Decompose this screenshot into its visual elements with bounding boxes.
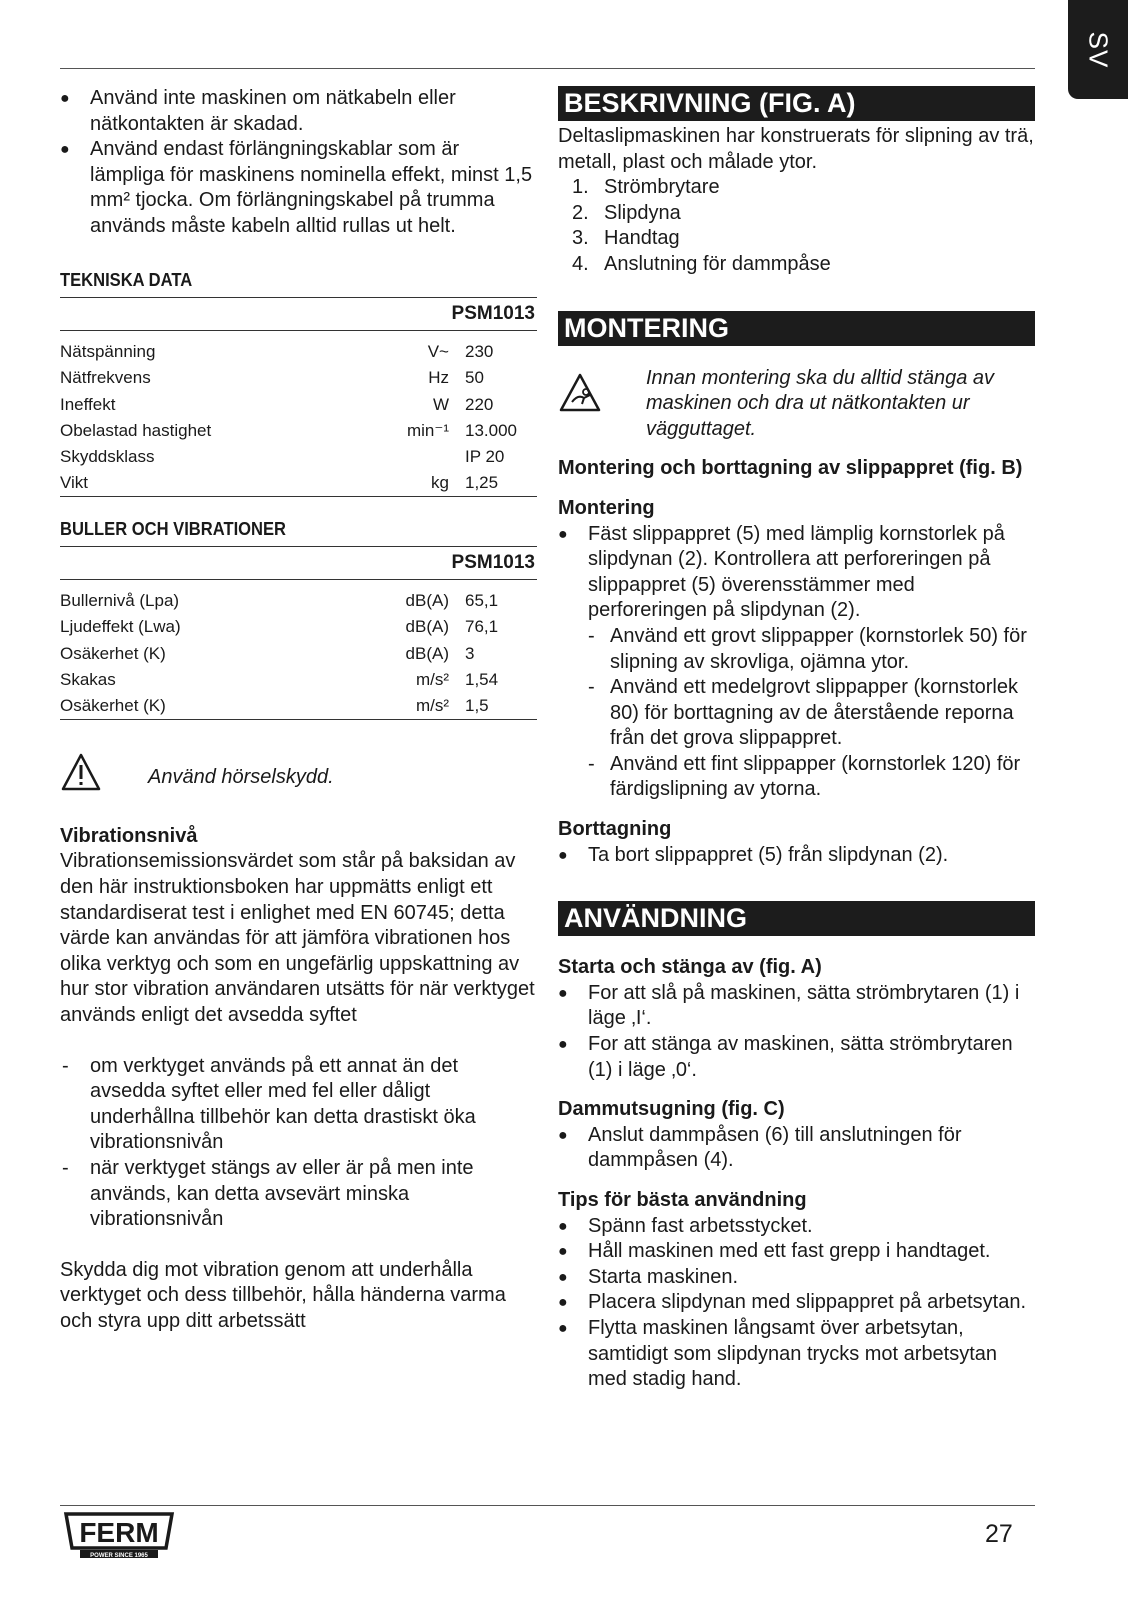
list-item: ● Placera slipdynan med slippappret på arbetsytan. (558, 1290, 1035, 1316)
list-item: - Använd ett grovt slippapper (kornstorlek 50) för slipning av skrovliga, ojämna ytor. (558, 624, 1035, 675)
list-item: 2. Slipdyna (572, 201, 681, 224)
description-paragraph: Deltaslipmaskinen har konstruerats för slipning av trä, metall, plast och målade ytor. (558, 125, 1034, 173)
ferm-logo (60, 1510, 178, 1560)
list-item: ● Använd inte maskinen om nätkabeln eller nätkontakten är skadad. (60, 86, 537, 137)
list-item: - Använd ett fint slippapper (kornstorlek 120) för färdigslipning av ytorna. (558, 752, 1035, 803)
table-row: Obelastad hastighet min⁻¹ 13.000 (60, 420, 517, 440)
logo-wordmark: FERM (79, 1517, 159, 1548)
safety-bullets (60, 86, 537, 240)
warning-triangle-icon (60, 752, 104, 792)
start-stop-heading: Starta och stänga av (fig. A) (558, 956, 822, 979)
dust-heading: Dammutsugning (fig. C) (558, 1098, 785, 1121)
table-row: Ljudeffekt (Lwa) dB(A) 76,1 (60, 617, 499, 637)
tech-data-title: TEKNISKA DATA (60, 269, 193, 290)
usage-title: ANVÄNDNING (558, 901, 1035, 936)
right-column (558, 86, 1035, 1393)
vibration-dashes (60, 1054, 537, 1233)
list-item: ● Fäst slippappret (5) med lämplig kornstorlek på slipdynan (2). Kontrollera att perforeringen på slippappret (5) överensstämmer med perforeringen på slipdynan (2). (558, 522, 1035, 624)
protect-paragraph: Skydda dig mot vibration genom att underhålla verktyget och dess tillbehör, hålla händerna varma och styra upp ditt arbetssätt (60, 1258, 506, 1332)
grit-dashes (558, 624, 1035, 803)
dust-bullets (558, 1123, 1035, 1174)
list-item: ● Flytta maskinen långsamt över arbetsytan, samtidigt som slipdynan trycks mot arbetsytan med stadig hand. (558, 1316, 1035, 1393)
assembly-warning (558, 366, 1035, 443)
table-row: Skakas m/s² 1,54 (60, 670, 499, 690)
list-item: - när verktyget stängs av eller är på men inte används, kan detta avsevärt minska vibrationsnivån (60, 1156, 537, 1233)
hearing-note: Använd hörselskydd. (148, 766, 334, 789)
language-code: SV (1083, 31, 1114, 69)
table-row: Nätfrekvens Hz 50 (60, 368, 484, 388)
table-row: Skyddsklass IP 20 (60, 447, 505, 467)
table-row: Osäkerhet (K) m/s² 1,5 (60, 693, 537, 719)
model-header: PSM1013 (451, 551, 535, 573)
table-row: Nätspänning V~ 230 (60, 341, 494, 361)
left-column (60, 86, 537, 1335)
sandpaper-heading: Montering och borttagning av slippappret (fig. B) (558, 457, 1023, 480)
list-item: ● Håll maskinen med ett fast grepp i handtaget. (558, 1239, 1035, 1265)
parts-list (558, 175, 1035, 277)
tips-heading: Tips för bästa användning (558, 1189, 807, 1211)
tech-data-table (60, 297, 537, 497)
vibration-heading: Vibrationsnivå (60, 824, 198, 847)
list-item: 3. Handtag (572, 227, 680, 250)
table-row: Vikt kg 1,25 (60, 471, 537, 497)
model-header: PSM1013 (451, 302, 535, 324)
list-item: ● Anslut dammpåsen (6) till anslutningen för dammpåsen (4). (558, 1123, 1035, 1174)
noise-table (60, 546, 537, 720)
list-item: ● Ta bort slippappret (5) från slipdynan (2). (558, 843, 1035, 869)
table-row: Ineffekt W 220 (60, 394, 494, 414)
table-row: Osäkerhet (K) dB(A) 3 (60, 643, 475, 663)
hearing-warning (60, 752, 537, 792)
vibration-paragraph: Vibrationsemissionsvärdet som står på baksidan av den här instruktionsboken har uppmätts enligt ett standardiserat test i enlighet med EN 60745; detta värde kan användas för att jämföra vibrationen hos olika verktyg och som en ungefärlig uppskattning av hur stor vibration användaren utsätts för när verktyget används enligt det avsedda syftet (60, 850, 535, 1027)
list-item: ● For att slå på maskinen, sätta strömbrytaren (1) i läge ‚I‘. (558, 981, 1035, 1032)
list-item: 4. Anslutning för dammpåse (572, 252, 831, 275)
mount-heading: Montering (558, 496, 655, 519)
table-row: Bullernivå (Lpa) dB(A) 65,1 (60, 591, 499, 611)
description-title: BESKRIVNING (FIG. A) (558, 86, 1035, 121)
noise-title: BULLER OCH VIBRATIONER (60, 518, 287, 539)
mount-bullets (558, 522, 1035, 624)
tips-bullets (558, 1214, 1035, 1393)
list-item: - om verktyget används på ett annat än det avsedda syftet eller med fel eller dåligt underhållna tillbehör kan detta drastiskt öka vibrationsnivån (60, 1054, 537, 1156)
list-item: ● Använd endast förlängningskablar som är lämpliga för maskinens nominella effekt, minst 1,5 mm² tjocka. Om förlängningskabel på trumma används måste kabeln alltid rullas ut helt. (60, 137, 537, 239)
list-item: ● For att stänga av maskinen, sätta strömbrytaren (1) i läge ‚0‘. (558, 1032, 1035, 1083)
list-item: - Använd ett medelgrovt slippapper (kornstorlek 80) för borttagning av de återstående reporna från det grova slippappret. (558, 675, 1035, 752)
unplug-warning-icon (558, 366, 646, 443)
start-stop-bullets (558, 981, 1035, 1083)
assembly-note: Innan montering ska du alltid stänga av maskinen och dra ut nätkontakten ur vägguttaget. (646, 366, 994, 440)
top-rule (60, 68, 1035, 69)
list-item: ● Spänn fast arbetsstycket. (558, 1214, 1035, 1240)
list-item: ● Starta maskinen. (558, 1265, 1035, 1291)
logo-tagline: POWER SINCE 1965 (90, 1553, 148, 1559)
remove-heading: Borttagning (558, 818, 672, 841)
page-number: 27 (985, 1520, 1013, 1548)
remove-bullets (558, 843, 1035, 869)
language-tab (1068, 0, 1128, 99)
bottom-rule (60, 1505, 1035, 1506)
list-item: 1. Strömbrytare (572, 176, 720, 199)
assembly-title: MONTERING (558, 311, 1035, 346)
